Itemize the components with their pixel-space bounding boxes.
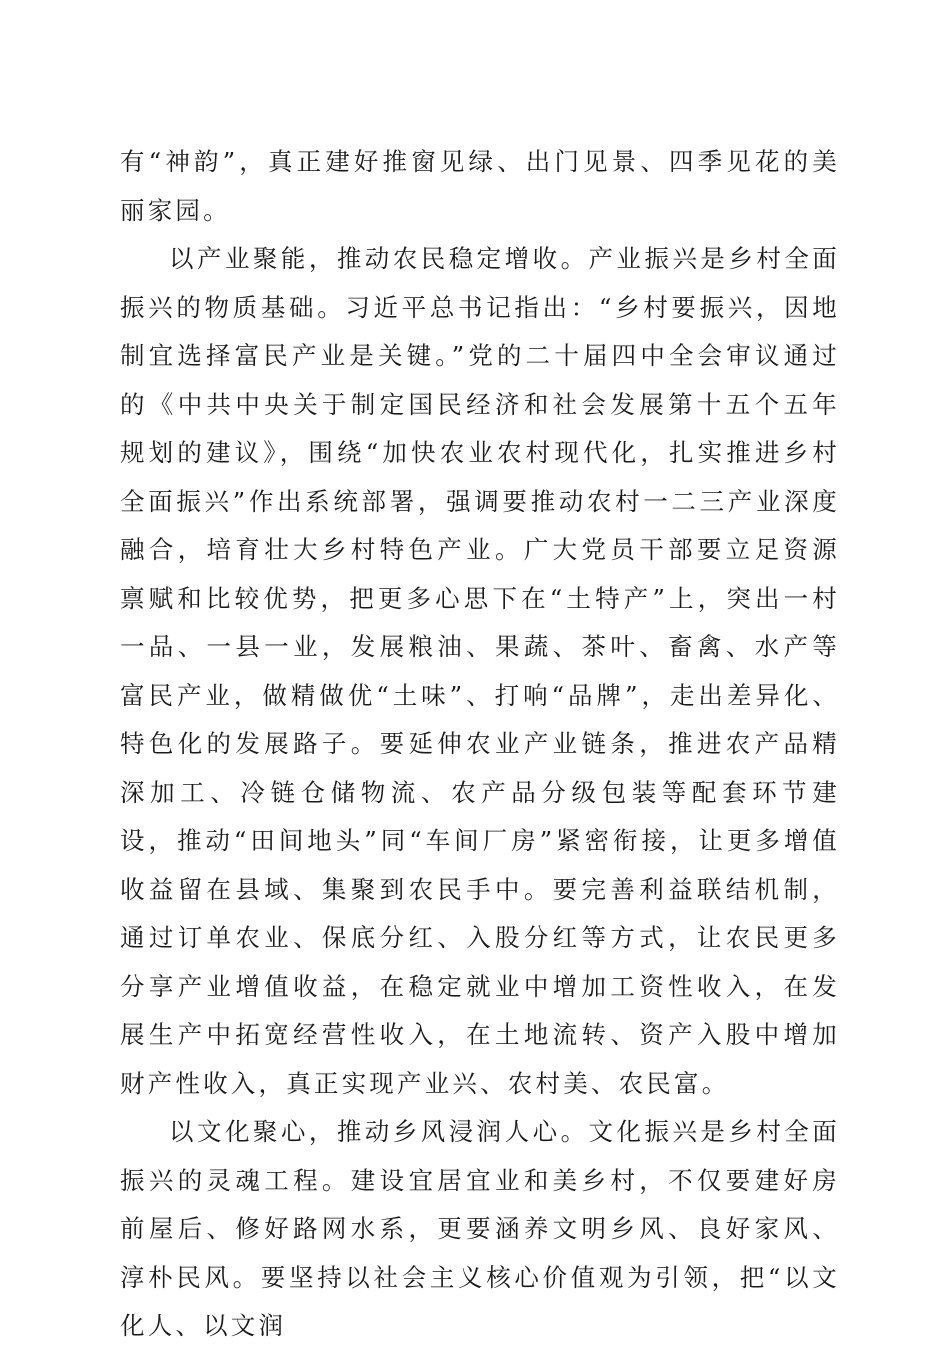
body-text [120,138,840,1351]
paragraph-continuation: 有“神韵”，真正建好推窗见绿、出门见景、四季见花的美丽家园。 [120,147,840,225]
paragraph-culture: 以文化聚心，推动乡风浸润人心。文化振兴是乡村全面振兴的灵魂工程。建设宜居宜业和美乡村，不仅要建好房前屋后、修好路网水系，更要涵养文明乡风、良好家风、淳朴民风。要坚持以社会主义核心价值观为引领，把“以文化人、以文润 [120,1117,840,1340]
paragraph-industry: 以产业聚能，推动农民稳定增收。产业振兴是乡村全面振兴的物质基础。习近平总书记指出：“乡村要振兴，因地制宜选择富民产业是关键。”党的二十届四中全会审议通过的《中共中央关于制定国民经济和社会发展第十五个五年规划的建议》，围绕“加快农业农村现代化，扎实推进乡村全面振兴”作出系统部署，强调要推动农村一二三产业深度融合，培育壮大乡村特色产业。广大党员干部要立足资源禀赋和比较优势，把更多心思下在“土特产”上，突出一村一品、一县一业，发展粮油、果蔬、茶叶、畜禽、水产等富民产业，做精做优“土味”、打响“品牌”，走出差异化、特色化的发展路子。要延伸农业产业链条，推进农产品精深加工、冷链仓储物流、农产品分级包装等配套环节建设，推动“田间地头”同“车间厂房”紧密衔接，让更多增值收益留在县域、集聚到农民手中。要完善利益联结机制，通过订单农业、保底分红、入股分红等方式，让农民更多分享产业增值收益，在稳定就业中增加工资性收入，在发展生产中拓宽经营性收入，在土地流转、资产入股中增加财产性收入，真正实现产业兴、农村美、农民富。 [120,244,840,1098]
